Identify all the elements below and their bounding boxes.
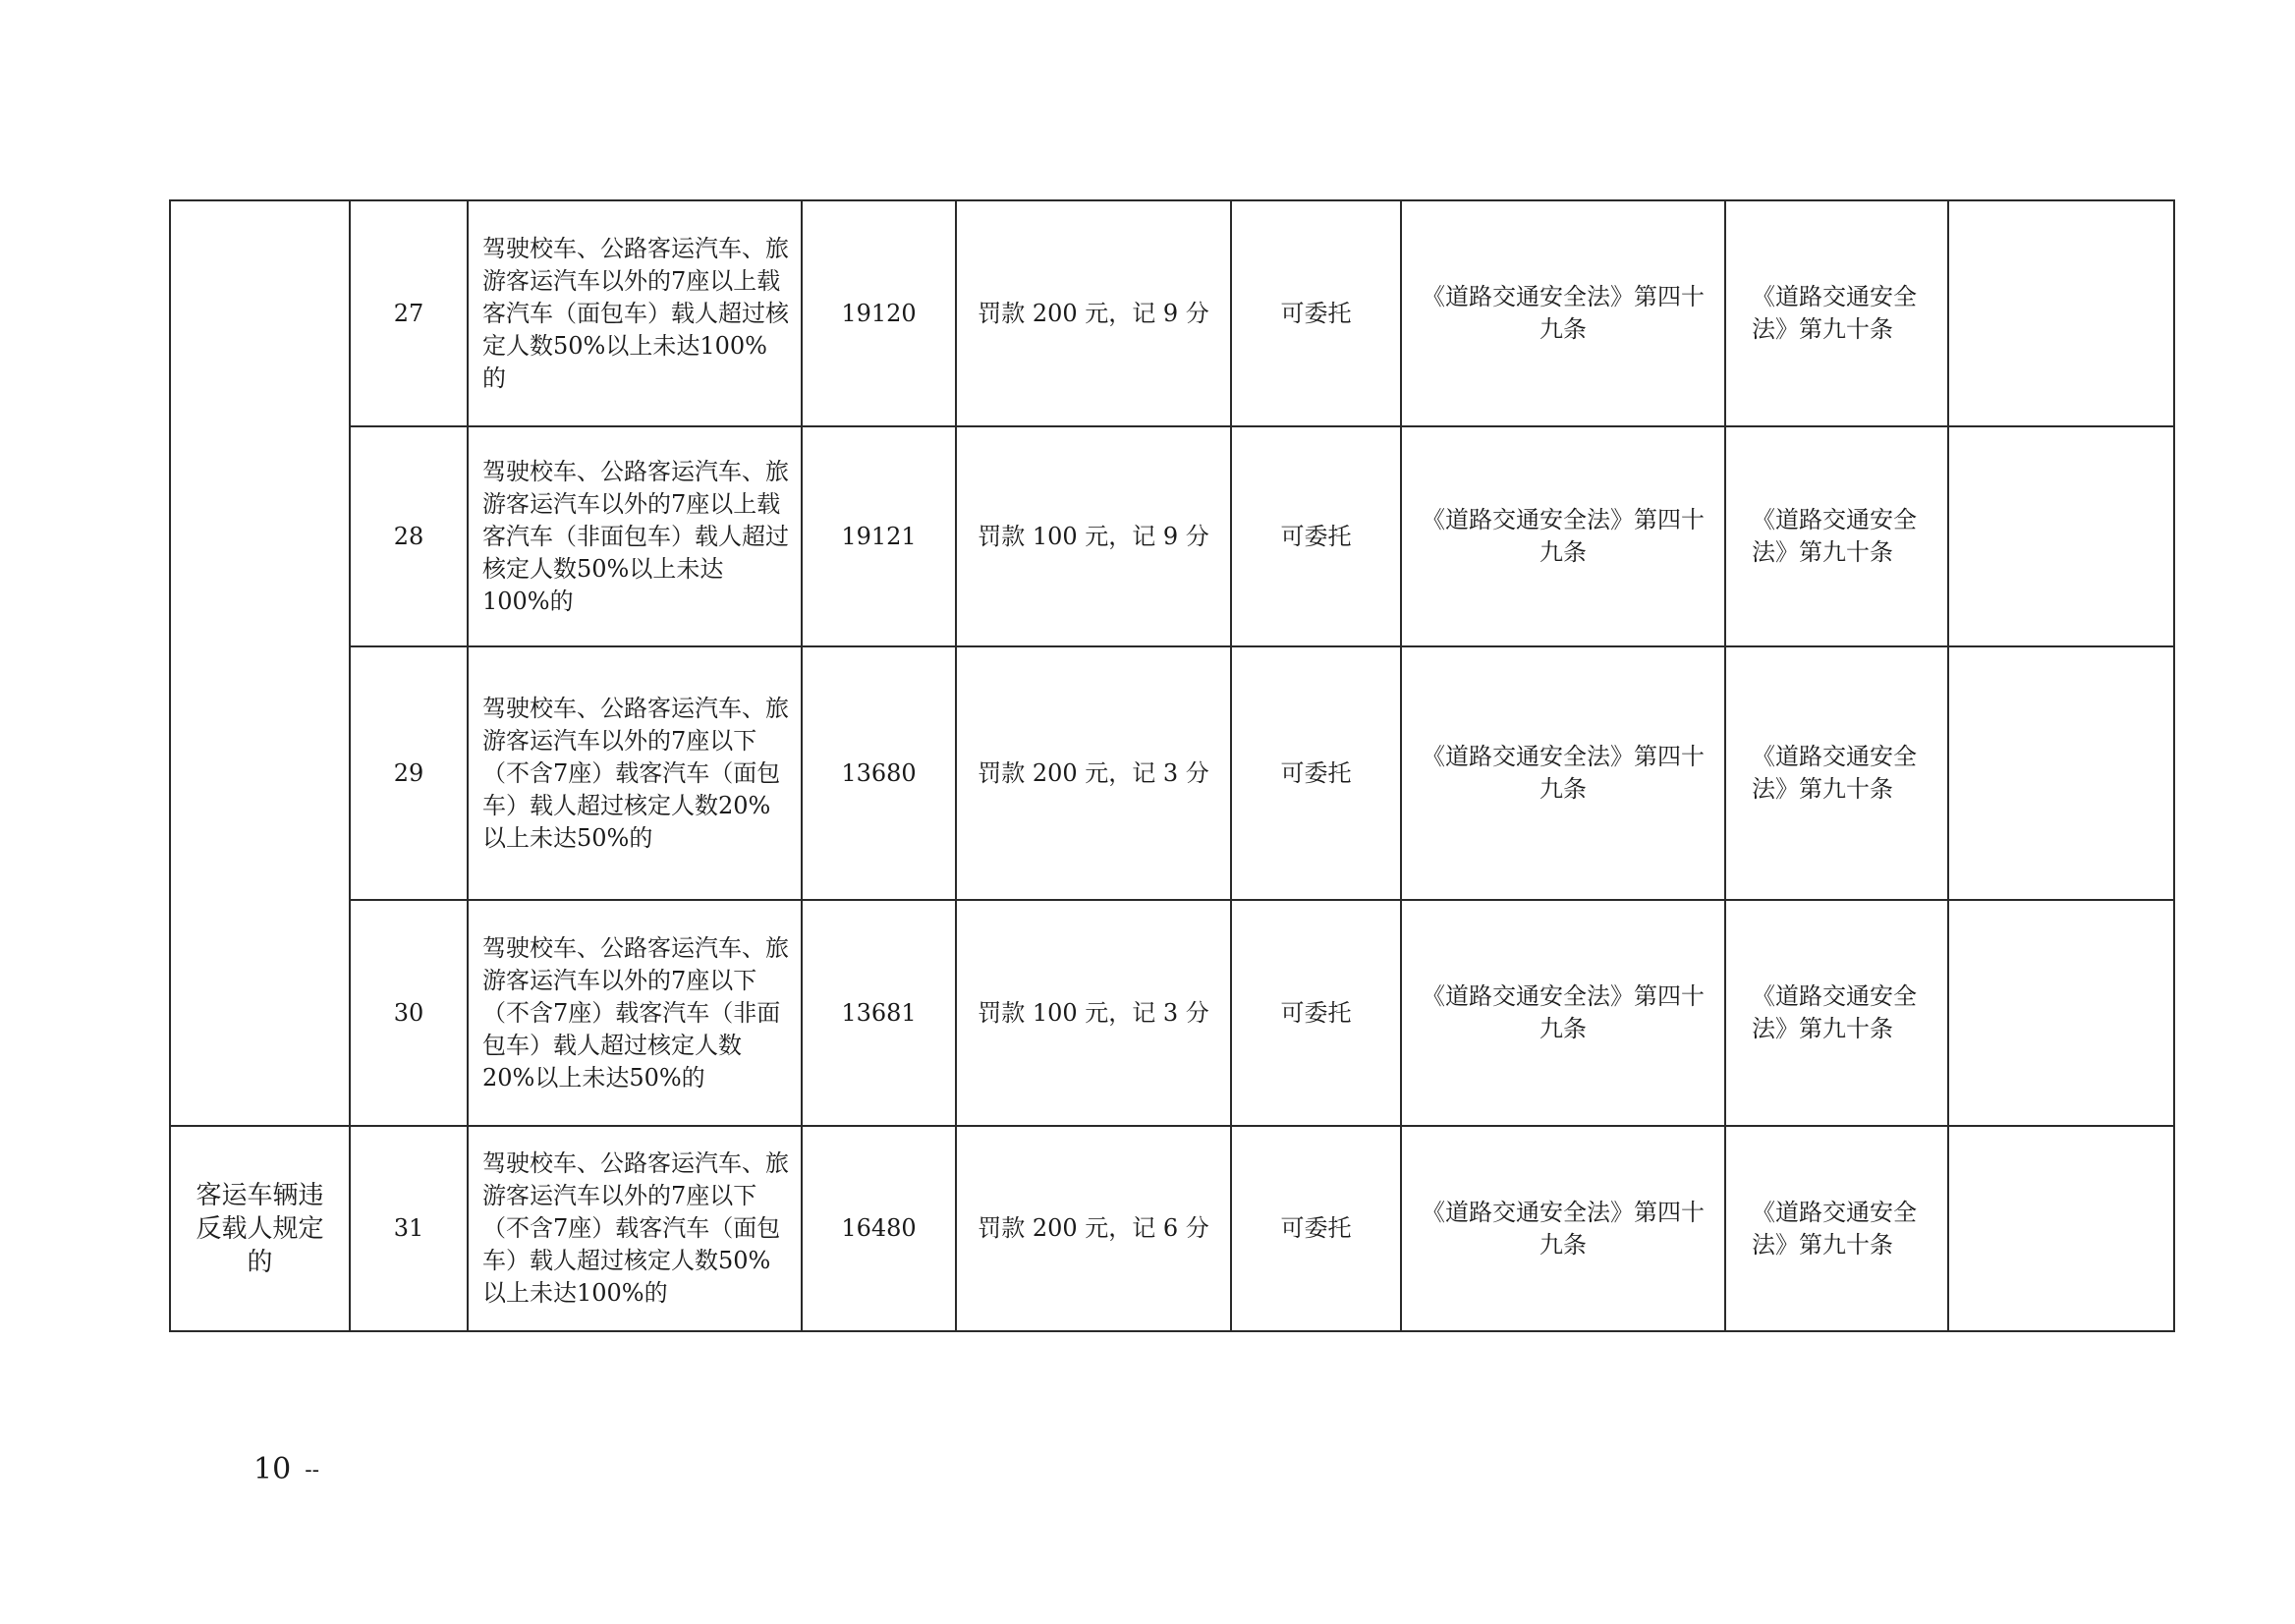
violation-description: 驾驶校车、公路客运汽车、旅游客运汽车以外的7座以下（不含7座）载客汽车（面包车）载人超过核定人数20%以上未达50%的 (468, 646, 802, 900)
violation-description: 驾驶校车、公路客运汽车、旅游客运汽车以外的7座以下（不含7座）载客汽车（非面包车）载人超过核定人数20%以上未达50%的 (468, 900, 802, 1126)
punishment-basis: 《道路交通安全法》第九十条 (1725, 646, 1948, 900)
violation-code: 19120 (802, 200, 956, 426)
delegation: 可委托 (1231, 900, 1401, 1126)
punishment-basis: 《道路交通安全法》第九十条 (1725, 200, 1948, 426)
note-cell (1948, 200, 2174, 426)
penalty: 罚款 100 元，记 3 分 (956, 900, 1231, 1126)
violation-code: 13681 (802, 900, 956, 1126)
row-number: 30 (350, 900, 468, 1126)
row-number: 28 (350, 426, 468, 646)
table-row (170, 200, 2174, 426)
violation-description: 驾驶校车、公路客运汽车、旅游客运汽车以外的7座以下（不含7座）载客汽车（面包车）载人超过核定人数50%以上未达100%的 (468, 1126, 802, 1331)
note-cell (1948, 1126, 2174, 1331)
violation-code: 13680 (802, 646, 956, 900)
delegation: 可委托 (1231, 1126, 1401, 1331)
row-number: 29 (350, 646, 468, 900)
penalty: 罚款 200 元，记 6 分 (956, 1126, 1231, 1331)
category-cell: 客运车辆违反载人规定的 (170, 1126, 350, 1331)
violation-basis: 《道路交通安全法》第四十九条 (1401, 900, 1725, 1126)
delegation: 可委托 (1231, 200, 1401, 426)
violation-basis: 《道路交通安全法》第四十九条 (1401, 200, 1725, 426)
category-cell-upper (170, 200, 350, 1126)
table-row (170, 1126, 2174, 1331)
penalty: 罚款 200 元，记 3 分 (956, 646, 1231, 900)
violation-basis: 《道路交通安全法》第四十九条 (1401, 1126, 1725, 1331)
penalty: 罚款 100 元，记 9 分 (956, 426, 1231, 646)
row-number: 31 (350, 1126, 468, 1331)
punishment-basis: 《道路交通安全法》第九十条 (1725, 426, 1948, 646)
violation-code: 16480 (802, 1126, 956, 1331)
violation-description: 驾驶校车、公路客运汽车、旅游客运汽车以外的7座以上载客汽车（非面包车）载人超过核定人数50%以上未达100%的 (468, 426, 802, 646)
page-number-value: 10 (253, 1452, 292, 1486)
violation-basis: 《道路交通安全法》第四十九条 (1401, 646, 1725, 900)
punishment-basis: 《道路交通安全法》第九十条 (1725, 900, 1948, 1126)
note-cell (1948, 426, 2174, 646)
violation-description: 驾驶校车、公路客运汽车、旅游客运汽车以外的7座以上载客汽车（面包车）载人超过核定人数50%以上未达100%的 (468, 200, 802, 426)
violation-table (169, 199, 2175, 1332)
table-row (170, 900, 2174, 1126)
note-cell (1948, 900, 2174, 1126)
punishment-basis: 《道路交通安全法》第九十条 (1725, 1126, 1948, 1331)
page-number (253, 1452, 319, 1488)
violation-code: 19121 (802, 426, 956, 646)
table-row (170, 426, 2174, 646)
row-number: 27 (350, 200, 468, 426)
violation-basis: 《道路交通安全法》第四十九条 (1401, 426, 1725, 646)
delegation: 可委托 (1231, 426, 1401, 646)
penalty: 罚款 200 元，记 9 分 (956, 200, 1231, 426)
page-number-dash: -- (305, 1458, 320, 1483)
delegation: 可委托 (1231, 646, 1401, 900)
table-row (170, 646, 2174, 900)
note-cell (1948, 646, 2174, 900)
